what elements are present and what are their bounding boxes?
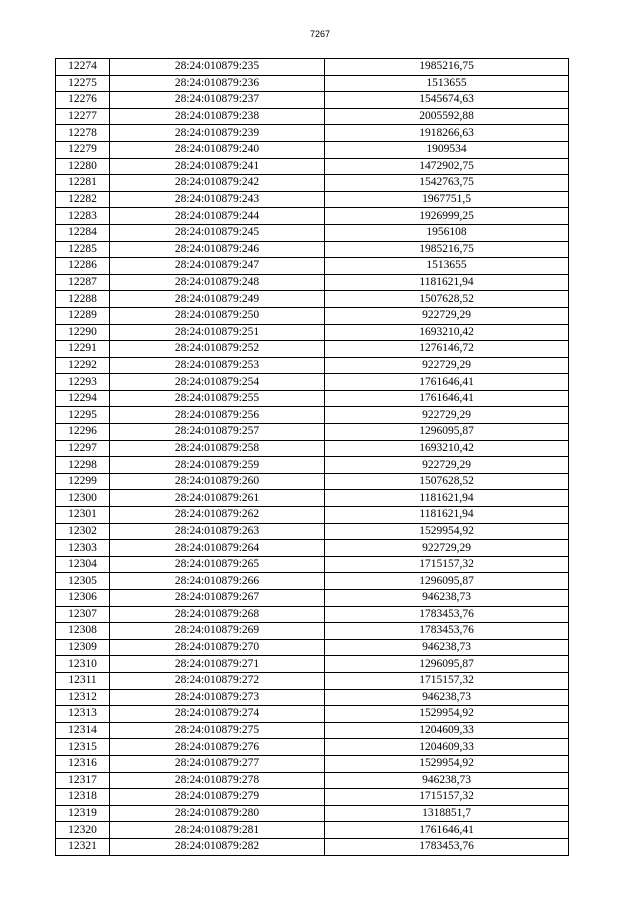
table-row [56,224,569,241]
value-cell: 1507628,52 [325,291,569,308]
table-row [56,507,569,524]
table-row [56,374,569,391]
table-row [56,291,569,308]
value-cell: 1761646,41 [325,374,569,391]
cadastral-number-cell: 28:24:010879:281 [110,822,325,839]
row-index-cell: 12279 [56,141,110,158]
table-row [56,573,569,590]
row-index-cell: 12307 [56,606,110,623]
table-row [56,208,569,225]
row-index-cell: 12290 [56,324,110,341]
value-cell: 1761646,41 [325,390,569,407]
data-table [55,58,569,856]
value-cell: 1181621,94 [325,490,569,507]
row-index-cell: 12281 [56,175,110,192]
value-cell: 1909534 [325,141,569,158]
value-cell: 1296095,87 [325,573,569,590]
value-cell: 1918266,63 [325,125,569,142]
value-cell: 1296095,87 [325,656,569,673]
value-cell: 946238,73 [325,689,569,706]
table-row [56,92,569,109]
cadastral-number-cell: 28:24:010879:271 [110,656,325,673]
cadastral-number-cell: 28:24:010879:242 [110,175,325,192]
table-row [56,606,569,623]
table-row [56,457,569,474]
value-cell: 946238,73 [325,590,569,607]
row-index-cell: 12313 [56,706,110,723]
table-row [56,75,569,92]
table-row [56,523,569,540]
row-index-cell: 12274 [56,59,110,76]
row-index-cell: 12306 [56,590,110,607]
table-row [56,805,569,822]
row-index-cell: 12309 [56,639,110,656]
cadastral-number-cell: 28:24:010879:273 [110,689,325,706]
value-cell: 922729,29 [325,457,569,474]
cadastral-number-cell: 28:24:010879:261 [110,490,325,507]
cadastral-number-cell: 28:24:010879:277 [110,755,325,772]
row-index-cell: 12308 [56,623,110,640]
cadastral-number-cell: 28:24:010879:244 [110,208,325,225]
table-row [56,258,569,275]
row-index-cell: 12291 [56,341,110,358]
cadastral-number-cell: 28:24:010879:240 [110,141,325,158]
value-cell: 2005592,88 [325,108,569,125]
row-index-cell: 12285 [56,241,110,258]
cadastral-number-cell: 28:24:010879:251 [110,324,325,341]
table-row [56,440,569,457]
row-index-cell: 12300 [56,490,110,507]
cadastral-number-cell: 28:24:010879:235 [110,59,325,76]
cadastral-number-cell: 28:24:010879:241 [110,158,325,175]
table-row [56,838,569,855]
row-index-cell: 12278 [56,125,110,142]
table-row [56,390,569,407]
table-row [56,125,569,142]
table-row [56,59,569,76]
value-cell: 1545674,63 [325,92,569,109]
cadastral-number-cell: 28:24:010879:282 [110,838,325,855]
cadastral-number-cell: 28:24:010879:262 [110,507,325,524]
table-row [56,739,569,756]
cadastral-number-cell: 28:24:010879:260 [110,473,325,490]
value-cell: 1783453,76 [325,623,569,640]
value-cell: 1715157,32 [325,556,569,573]
table-row [56,158,569,175]
value-cell: 922729,29 [325,307,569,324]
cadastral-number-cell: 28:24:010879:269 [110,623,325,640]
value-cell: 1296095,87 [325,424,569,441]
row-index-cell: 12296 [56,424,110,441]
cadastral-number-cell: 28:24:010879:256 [110,407,325,424]
row-index-cell: 12316 [56,755,110,772]
value-cell: 1513655 [325,75,569,92]
cadastral-number-cell: 28:24:010879:254 [110,374,325,391]
table-row [56,407,569,424]
row-index-cell: 12310 [56,656,110,673]
row-index-cell: 12318 [56,789,110,806]
row-index-cell: 12301 [56,507,110,524]
value-cell: 946238,73 [325,639,569,656]
page-number: 7267 [309,29,331,39]
value-cell: 1783453,76 [325,838,569,855]
value-cell: 1181621,94 [325,274,569,291]
table-row [56,789,569,806]
cadastral-number-cell: 28:24:010879:274 [110,706,325,723]
cadastral-number-cell: 28:24:010879:243 [110,191,325,208]
cadastral-number-cell: 28:24:010879:250 [110,307,325,324]
value-cell: 1529954,92 [325,523,569,540]
table-row [56,706,569,723]
row-index-cell: 12304 [56,556,110,573]
row-index-cell: 12286 [56,258,110,275]
cadastral-number-cell: 28:24:010879:258 [110,440,325,457]
cadastral-number-cell: 28:24:010879:253 [110,357,325,374]
table-row [56,755,569,772]
value-cell: 1181621,94 [325,507,569,524]
row-index-cell: 12303 [56,540,110,557]
table-row [56,639,569,656]
row-index-cell: 12302 [56,523,110,540]
cadastral-number-cell: 28:24:010879:247 [110,258,325,275]
row-index-cell: 12275 [56,75,110,92]
cadastral-number-cell: 28:24:010879:280 [110,805,325,822]
value-cell: 946238,73 [325,772,569,789]
table-row [56,722,569,739]
row-index-cell: 12320 [56,822,110,839]
value-cell: 1985216,75 [325,241,569,258]
row-index-cell: 12315 [56,739,110,756]
value-cell: 1985216,75 [325,59,569,76]
value-cell: 1761646,41 [325,822,569,839]
row-index-cell: 12311 [56,672,110,689]
table-row [56,324,569,341]
table-row [56,274,569,291]
row-index-cell: 12287 [56,274,110,291]
table-row [56,556,569,573]
row-index-cell: 12277 [56,108,110,125]
cadastral-number-cell: 28:24:010879:268 [110,606,325,623]
table-row [56,672,569,689]
value-cell: 1529954,92 [325,755,569,772]
row-index-cell: 12317 [56,772,110,789]
row-index-cell: 12305 [56,573,110,590]
table-row [56,341,569,358]
value-cell: 1715157,32 [325,672,569,689]
cadastral-number-cell: 28:24:010879:238 [110,108,325,125]
row-index-cell: 12283 [56,208,110,225]
cadastral-number-cell: 28:24:010879:264 [110,540,325,557]
table-body [56,59,569,856]
row-index-cell: 12280 [56,158,110,175]
cadastral-number-cell: 28:24:010879:267 [110,590,325,607]
table-row [56,141,569,158]
cadastral-number-cell: 28:24:010879:266 [110,573,325,590]
cadastral-number-cell: 28:24:010879:265 [110,556,325,573]
value-cell: 922729,29 [325,407,569,424]
table-row [56,191,569,208]
table-row [56,424,569,441]
value-cell: 1783453,76 [325,606,569,623]
cadastral-number-cell: 28:24:010879:263 [110,523,325,540]
row-index-cell: 12282 [56,191,110,208]
table-row [56,540,569,557]
row-index-cell: 12312 [56,689,110,706]
table-row [56,590,569,607]
row-index-cell: 12295 [56,407,110,424]
value-cell: 1507628,52 [325,473,569,490]
table-row [56,689,569,706]
table-row [56,656,569,673]
table-row [56,175,569,192]
cadastral-number-cell: 28:24:010879:246 [110,241,325,258]
value-cell: 1542763,75 [325,175,569,192]
row-index-cell: 12276 [56,92,110,109]
value-cell: 1204609,33 [325,739,569,756]
cadastral-number-cell: 28:24:010879:276 [110,739,325,756]
value-cell: 1715157,32 [325,789,569,806]
cadastral-number-cell: 28:24:010879:272 [110,672,325,689]
value-cell: 1956108 [325,224,569,241]
value-cell: 1967751,5 [325,191,569,208]
table-row [56,822,569,839]
row-index-cell: 12294 [56,390,110,407]
cadastral-number-cell: 28:24:010879:248 [110,274,325,291]
cadastral-number-cell: 28:24:010879:236 [110,75,325,92]
cadastral-number-cell: 28:24:010879:279 [110,789,325,806]
cadastral-number-cell: 28:24:010879:249 [110,291,325,308]
value-cell: 1204609,33 [325,722,569,739]
cadastral-number-cell: 28:24:010879:237 [110,92,325,109]
table-row [56,241,569,258]
value-cell: 1513655 [325,258,569,275]
value-cell: 1529954,92 [325,706,569,723]
value-cell: 922729,29 [325,540,569,557]
value-cell: 1926999,25 [325,208,569,225]
table-row [56,307,569,324]
row-index-cell: 12288 [56,291,110,308]
row-index-cell: 12297 [56,440,110,457]
cadastral-number-cell: 28:24:010879:259 [110,457,325,474]
cadastral-number-cell: 28:24:010879:275 [110,722,325,739]
table-row [56,473,569,490]
cadastral-number-cell: 28:24:010879:257 [110,424,325,441]
cadastral-number-cell: 28:24:010879:278 [110,772,325,789]
row-index-cell: 12321 [56,838,110,855]
cadastral-number-cell: 28:24:010879:255 [110,390,325,407]
value-cell: 1318851,7 [325,805,569,822]
table-row [56,490,569,507]
value-cell: 1693210,42 [325,324,569,341]
row-index-cell: 12293 [56,374,110,391]
table-row [56,357,569,374]
cadastral-number-cell: 28:24:010879:252 [110,341,325,358]
table-row [56,772,569,789]
value-cell: 1472902,75 [325,158,569,175]
row-index-cell: 12299 [56,473,110,490]
table-row [56,108,569,125]
value-cell: 1693210,42 [325,440,569,457]
cadastral-number-cell: 28:24:010879:239 [110,125,325,142]
table-row [56,623,569,640]
row-index-cell: 12292 [56,357,110,374]
cadastral-number-cell: 28:24:010879:245 [110,224,325,241]
row-index-cell: 12319 [56,805,110,822]
cadastral-number-cell: 28:24:010879:270 [110,639,325,656]
row-index-cell: 12314 [56,722,110,739]
value-cell: 922729,29 [325,357,569,374]
row-index-cell: 12289 [56,307,110,324]
row-index-cell: 12284 [56,224,110,241]
value-cell: 1276146,72 [325,341,569,358]
row-index-cell: 12298 [56,457,110,474]
